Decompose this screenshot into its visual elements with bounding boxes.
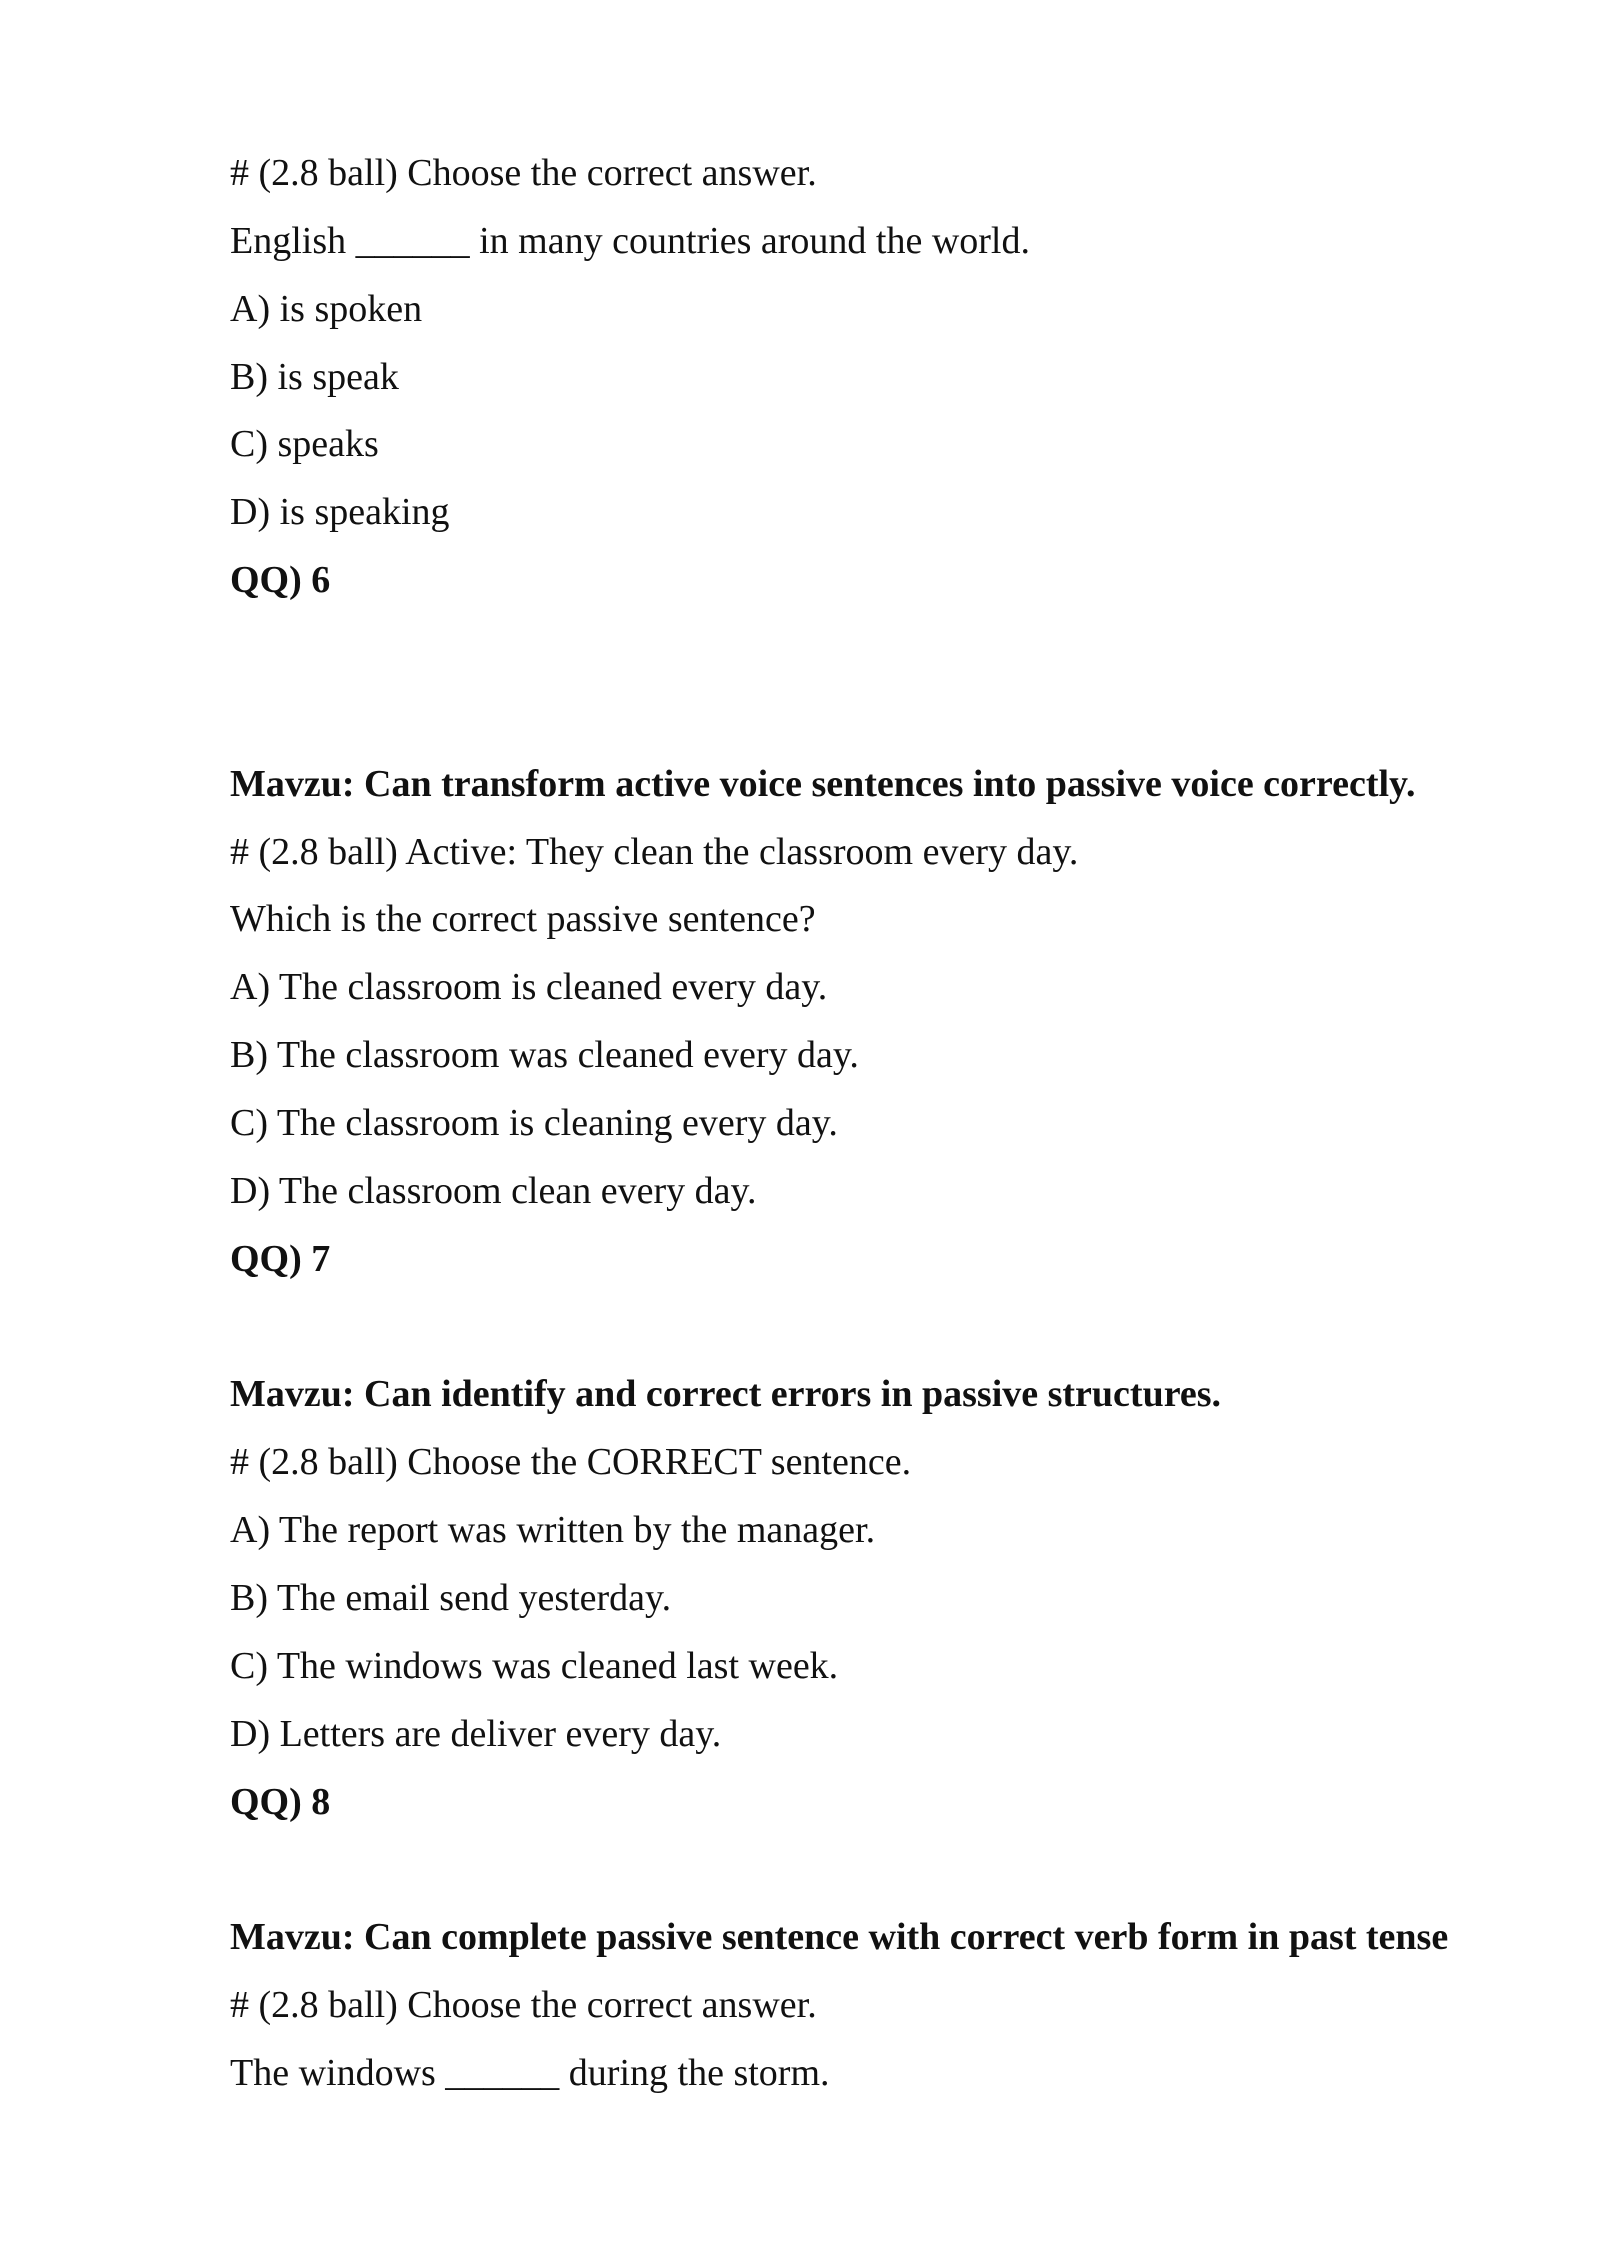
question-block	[230, 1904, 1560, 2108]
option-a: A) is spoken	[230, 287, 423, 330]
blank-line	[230, 683, 1560, 751]
topic-heading: Mavzu: Can identify and correct errors in passive structures.	[230, 1373, 1222, 1416]
topic-heading: Mavzu: Can transform active voice sentences into passive voice correctly.	[230, 762, 1416, 805]
question-stem: Which is the correct passive sentence?	[230, 898, 816, 941]
blank-line	[230, 1836, 1560, 1904]
option-d: D) Letters are deliver every day.	[230, 1712, 722, 1755]
question-prompt: # (2.8 ball) Choose the correct answer.	[230, 1984, 817, 2027]
blank-line	[230, 1294, 1560, 1362]
question-block	[230, 140, 1560, 615]
option-b: B) is speak	[230, 355, 399, 398]
question-number: QQ) 6	[230, 559, 331, 602]
question-block	[230, 1361, 1560, 1836]
question-prompt: # (2.8 ball) Active: They clean the classroom every day.	[230, 830, 1079, 873]
option-a: A) The report was written by the manager.	[230, 1509, 876, 1552]
question-block	[230, 751, 1560, 1294]
question-prompt: # (2.8 ball) Choose the correct answer.	[230, 152, 817, 194]
question-number: QQ) 8	[230, 1780, 331, 1823]
question-prompt: # (2.8 ball) Choose the CORRECT sentence.	[230, 1441, 912, 1484]
question-number: QQ) 7	[230, 1237, 331, 1280]
option-c: C) The classroom is cleaning every day.	[230, 1102, 838, 1145]
option-c: C) The windows was cleaned last week.	[230, 1644, 839, 1687]
option-c: C) speaks	[230, 423, 379, 466]
question-stem: English ______ in many countries around the world.	[230, 219, 1030, 262]
blank-line	[230, 615, 1560, 683]
option-a: A) The classroom is cleaned every day.	[230, 966, 828, 1009]
topic-heading: Mavzu: Can complete passive sentence with correct verb form in past tense	[230, 1916, 1449, 1959]
option-d: D) The classroom clean every day.	[230, 1169, 757, 1212]
question-stem: The windows ______ during the storm.	[230, 2052, 830, 2095]
option-b: B) The email send yesterday.	[230, 1577, 672, 1620]
option-d: D) is speaking	[230, 491, 450, 534]
page-content	[230, 140, 1560, 2108]
option-b: B) The classroom was cleaned every day.	[230, 1034, 859, 1077]
